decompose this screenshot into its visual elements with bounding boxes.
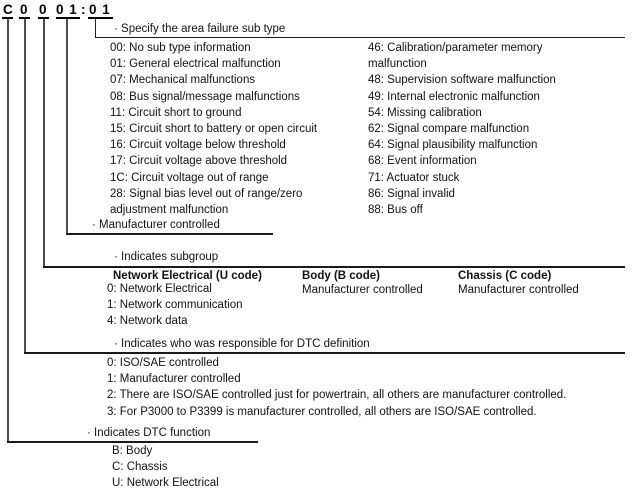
subtype-item: 62: Signal compare malfunction (368, 123, 530, 136)
connector-line-subgroup (43, 19, 45, 266)
code-underline-5 (88, 17, 113, 19)
subtype-item: 64: Signal plausibility malfunction (368, 139, 538, 152)
table-body-value: Manufacturer controlled (302, 284, 423, 296)
function-item: U: Network Electrical (112, 477, 219, 490)
callout-function-label: · Indicates DTC function (87, 427, 211, 439)
table-cell: 4: Network data (107, 315, 188, 328)
responsible-item: 3: For P3000 to P3399 is manufacturer controlled, all others are ISO/SAE controlled. (107, 405, 537, 418)
table-cell: 0: Network Electrical (107, 283, 212, 295)
code-char-colon: : (81, 2, 87, 17)
rule-subgroup (43, 266, 625, 268)
subtype-item: 11: Circuit short to ground (110, 106, 242, 119)
subtype-item: 01: General electrical malfunction (110, 58, 281, 71)
code-char-function: C (3, 2, 14, 17)
subtype-item: 16: Circuit voltage below threshold (110, 139, 286, 152)
subtype-item: 49: Internal electronic malfunction (368, 90, 540, 103)
code-char-subtype: 0 1 (89, 2, 111, 17)
callout-subtype-label: · Specify the area failure sub type (114, 23, 286, 35)
subtype-item: 68: Event information (368, 155, 477, 168)
table-network-rows (107, 281, 243, 330)
callout-subgroup-label: · Indicates subgroup (114, 251, 219, 263)
subtype-item: 17: Circuit voltage above threshold (110, 155, 288, 168)
connector-line-subtype (95, 19, 96, 37)
subtype-item: 1C: Circuit voltage out of range (110, 171, 269, 184)
responsible-item: 2: There are ISO/SAE controlled just for powertrain, all others are manufacturer controlled. (107, 389, 567, 402)
rule-subtype (95, 37, 625, 39)
table-header-body: Body (B code) (302, 270, 380, 282)
subtype-item: 86: Signal invalid (368, 187, 455, 200)
subtype-list-right (368, 40, 556, 218)
function-list (112, 443, 219, 492)
subtype-item-continuation: adjustment malfunction (110, 204, 229, 217)
table-header-chassis: Chassis (C code) (458, 270, 552, 282)
callout-manufacturer-label: · Manufacturer controlled (92, 219, 220, 231)
connector-line-manufacturer (66, 19, 68, 233)
rule-responsible (24, 352, 625, 354)
subtype-item: 08: Bus signal/message malfunctions (110, 90, 300, 103)
subtype-item-continuation: malfunction (368, 58, 427, 71)
rule-manufacturer (66, 233, 273, 235)
subtype-item: 15: Circuit short to battery or open circuit (110, 123, 318, 136)
callout-responsible-label: · Indicates who was responsible for DTC definition (114, 338, 370, 350)
subtype-list-left (110, 40, 317, 218)
function-item: B: Body (112, 445, 153, 457)
responsible-item: 1: Manufacturer controlled (107, 373, 241, 386)
table-chassis-value: Manufacturer controlled (458, 284, 579, 296)
connector-line-function (7, 19, 9, 441)
subtype-item: 88: Bus off (368, 204, 423, 217)
table-header-network: Network Electrical (U code) (113, 270, 262, 282)
subtype-item: 07: Mechanical malfunctions (110, 74, 256, 87)
subtype-item: 54: Missing calibration (368, 106, 482, 119)
function-item: C: Chassis (112, 461, 168, 474)
subtype-item: 28: Signal bias level out of range/zero (110, 187, 303, 200)
code-char-area: 0 1 (56, 2, 78, 17)
responsible-list (107, 355, 566, 420)
subtype-item: 00: No sub type information (110, 42, 251, 54)
subtype-item: 48: Supervision software malfunction (368, 74, 556, 87)
subtype-item: 71: Actuator stuck (368, 171, 460, 184)
subtype-item: 46: Calibration/parameter memory (368, 42, 543, 54)
table-cell: 1: Network communication (107, 299, 243, 312)
responsible-item: 0: ISO/SAE controlled (107, 357, 219, 369)
code-char-subgroup: 0 (39, 2, 48, 17)
code-char-responsible: 0 (20, 2, 29, 17)
connector-line-responsible (24, 19, 26, 352)
